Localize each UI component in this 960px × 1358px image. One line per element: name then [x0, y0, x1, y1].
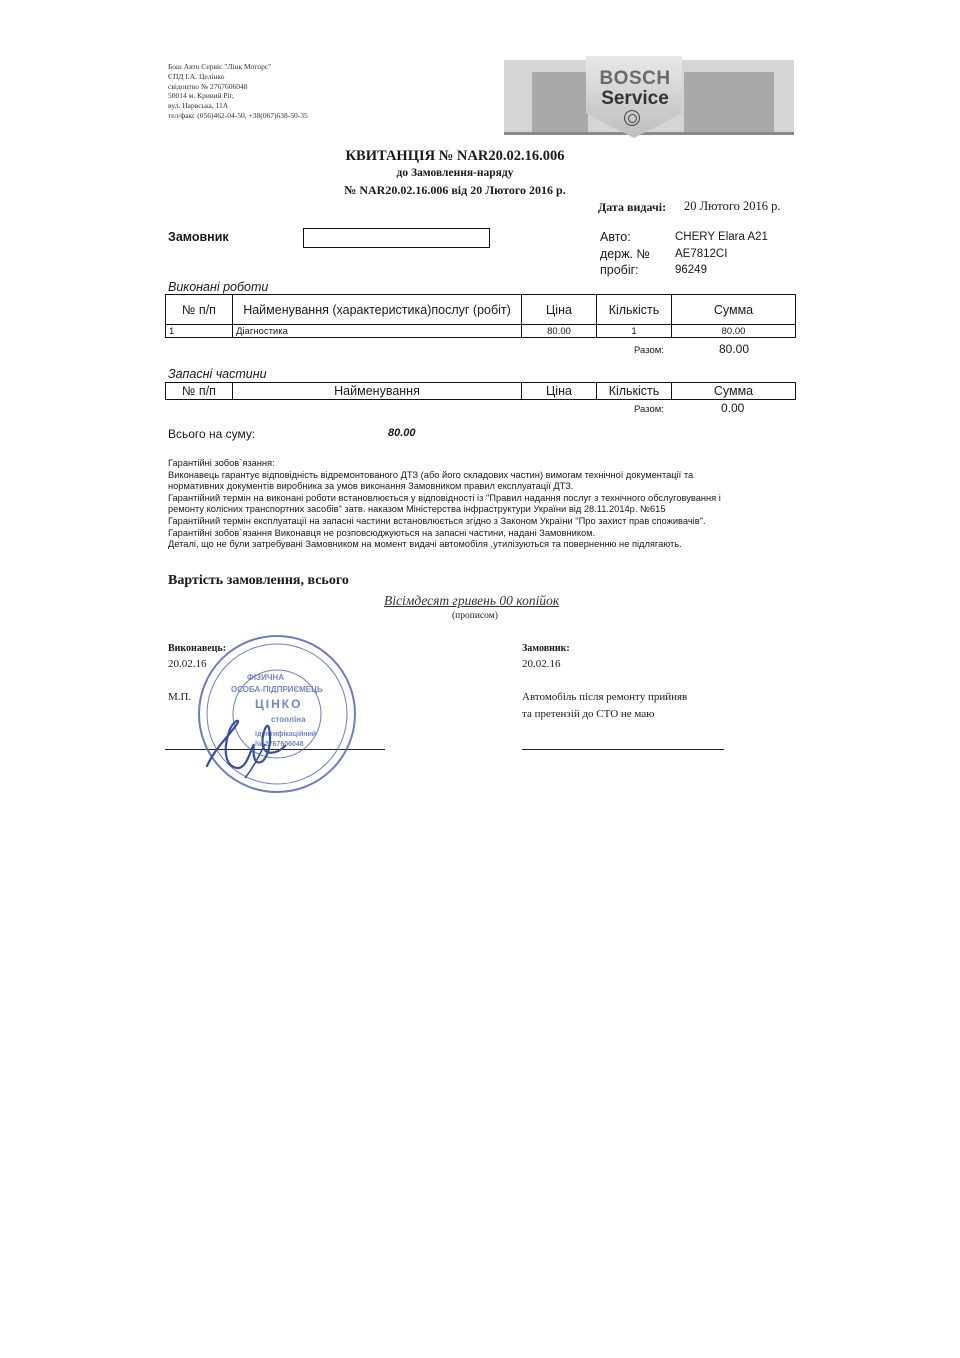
- warranty-line: Гарантійний термін експлуатації на запасні частини встановлюється згідно з Законом України "Про захист прав споживачів".: [168, 515, 706, 526]
- parts-col-num: № п/п: [166, 383, 233, 400]
- company-name: Бош Авто Сервіс "Лінк Моторс": [168, 62, 272, 71]
- customer-signature-line: [522, 749, 724, 750]
- receipt-subtitle: до Замовлення-наряду: [396, 167, 514, 179]
- parts-col-qty: Кількість: [597, 383, 672, 400]
- warranty-line: нормативних документів виробника за умов виконання Замовником правил експлуатації ДТЗ.: [168, 481, 574, 492]
- acceptance-line-2: та претензій до СТО не маю: [522, 708, 655, 720]
- car-mileage-label: пробіг:: [600, 263, 639, 277]
- works-table-header: [166, 295, 796, 325]
- works-col-sum: Сумма: [672, 295, 796, 325]
- svg-text:ОСОБА-ПІДПРИЄМЕЦЬ: ОСОБА-ПІДПРИЄМЕЦЬ: [231, 685, 323, 694]
- customer-label: Замовник: [168, 230, 229, 244]
- car-mileage-value: 96249: [675, 264, 707, 276]
- parts-total-value: 0.00: [721, 401, 745, 415]
- parts-col-name: Найменування: [233, 383, 522, 400]
- car-plate-label: держ. №: [600, 247, 650, 261]
- logo-stripe-right: [684, 72, 774, 132]
- executor-date: 20.02.16: [168, 658, 207, 670]
- works-section-title: Виконані роботи: [168, 280, 269, 294]
- car-model-label: Авто:: [600, 230, 631, 244]
- issue-date-value: 20 Лютого 2016 р.: [684, 199, 781, 213]
- issue-date-label: Дата видачі:: [598, 200, 667, 214]
- works-row-price: 80.00: [522, 325, 597, 338]
- warranty-heading: Гарантійні зобов`язання:: [168, 458, 275, 468]
- stamp-place-label: М.П.: [168, 691, 192, 703]
- company-owner: СПД І.А. Целінко: [168, 71, 225, 81]
- works-row-qty: 1: [597, 325, 672, 338]
- company-street: вул. Нарвська, 11А: [168, 101, 229, 111]
- works-row-sum: 80.00: [672, 325, 796, 338]
- parts-total-label: Разом:: [634, 404, 664, 415]
- order-cost-note: (прописом): [452, 611, 498, 621]
- works-row-name: Діагностика: [233, 325, 522, 338]
- works-row-num: 1: [166, 325, 233, 338]
- parts-col-price: Ціна: [522, 383, 597, 400]
- warranty-line: Виконавець гарантує відповідність відремонтованого ДТЗ (або його складових частин) вимогам технічної документації та: [168, 469, 694, 480]
- grand-total-value: 80.00: [388, 427, 416, 439]
- works-total-value: 80.00: [719, 342, 750, 356]
- logo-bosch-text: BOSCH: [599, 68, 671, 89]
- works-total-label: Разом:: [634, 345, 664, 356]
- order-reference: № NAR20.02.16.006 від 20 Лютого 2016 р.: [344, 183, 566, 197]
- company-city: 50014 м. Кривий Ріг,: [168, 91, 234, 101]
- logo-service-text: Service: [601, 88, 669, 109]
- svg-text:стопліна: стопліна: [271, 715, 306, 724]
- receipt-title: КВИТАНЦІЯ № NAR20.02.16.006: [345, 148, 565, 164]
- customer-field: [303, 228, 490, 248]
- company-stamp: [185, 628, 365, 798]
- svg-text:ФІЗИЧНА: ФІЗИЧНА: [247, 673, 284, 682]
- bosch-armature-icon: [624, 110, 640, 126]
- svg-text:№ 2767606048: № 2767606048: [255, 741, 304, 748]
- customer-sign-date: 20.02.16: [522, 658, 561, 670]
- works-col-num: № п/п: [166, 295, 233, 325]
- customer-sign-label: Замовник:: [522, 643, 570, 654]
- logo-stripe-left: [532, 72, 588, 132]
- warranty-line: Гарантійні зобов`язання Виконавця не розповсюджуються на запасні частини, надані Замовником.: [168, 527, 596, 538]
- parts-table-header: [166, 383, 796, 400]
- works-col-price: Ціна: [522, 295, 597, 325]
- acceptance-line-1: Автомобіль після ремонту прийняв: [522, 691, 688, 703]
- warranty-line: Деталі, що не були затребувані Замовником на момент видачі автомобіля ,утилізуються та поверненню не підлягають.: [168, 539, 682, 550]
- bosch-service-logo: [504, 60, 794, 132]
- parts-section-title: Запасні частини: [168, 367, 267, 381]
- car-model-value: CHERY Elara A21: [675, 231, 768, 243]
- works-col-qty: Кількість: [597, 295, 672, 325]
- warranty-line: ремонту колісних транспортних засобів" затв. наказом Міністерства інфраструктури України від 28.11.2014р. №615: [168, 504, 666, 515]
- svg-text:ЦІНКО: ЦІНКО: [255, 697, 303, 711]
- order-cost-words: Вісімдесят гривень 00 копійок: [384, 593, 560, 608]
- parts-table: [165, 382, 796, 400]
- car-plate-value: AE7812CI: [675, 248, 728, 260]
- company-phone: тел/факс (056)462-04-50, +38(067)638-50-35: [168, 110, 308, 120]
- works-table: [165, 294, 796, 338]
- order-cost-label: Вартість замовлення, всього: [168, 573, 349, 588]
- warranty-terms: [168, 458, 788, 551]
- table-row: [166, 325, 796, 338]
- stamp-graphic: [185, 628, 365, 798]
- parts-col-sum: Сумма: [672, 383, 796, 400]
- grand-total-label: Всього на суму:: [168, 427, 256, 441]
- company-certificate: свідоцтво № 2767606048: [168, 81, 248, 91]
- executor-label: Виконавець:: [168, 643, 227, 654]
- warranty-line: Гарантійний термін на виконані роботи встановлюється у відповідності із "Правил надання послуг з технічного обслуговування і: [168, 492, 721, 503]
- svg-text:Ідентифікаційний: Ідентифікаційний: [255, 731, 317, 738]
- company-info: [168, 62, 308, 121]
- works-col-name: Найменування (характеристика)послуг (робіт): [233, 295, 522, 325]
